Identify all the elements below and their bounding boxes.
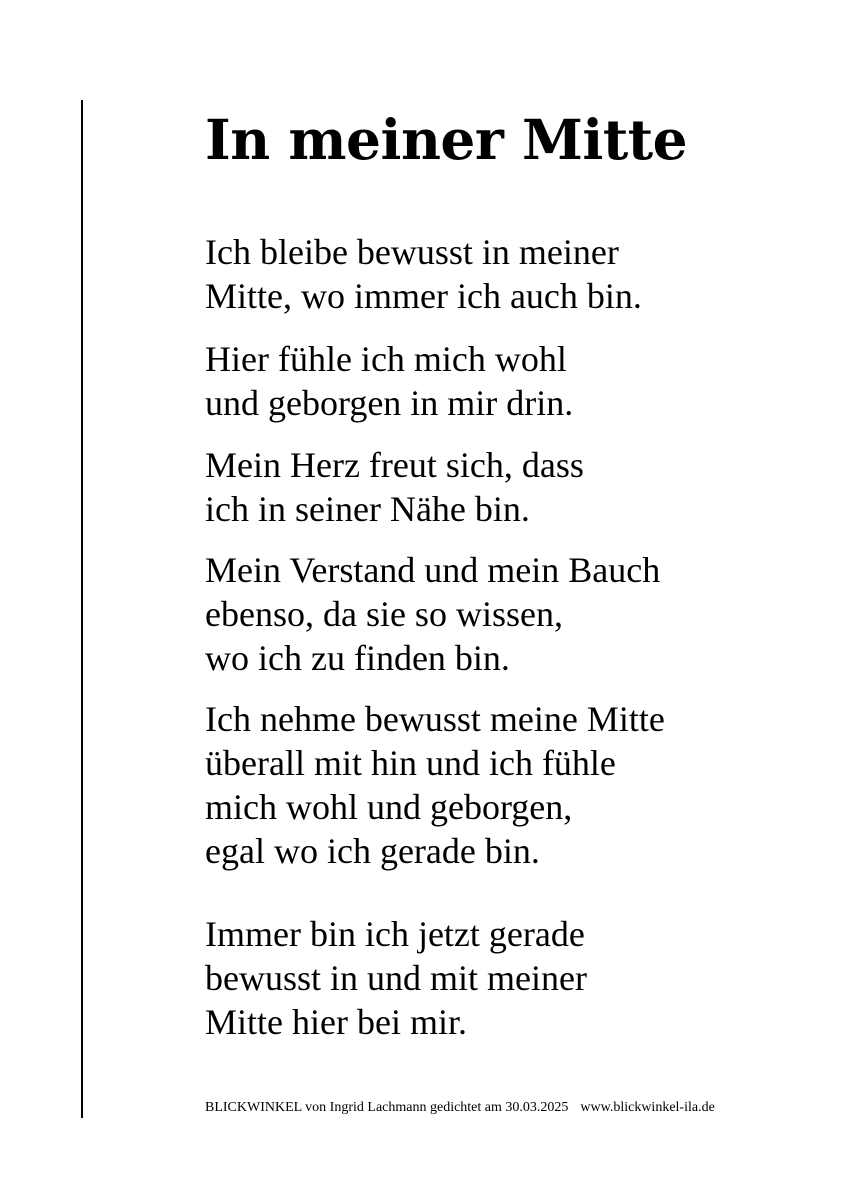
poem-line: Mein Herz freut sich, dass — [205, 445, 584, 485]
footer-website-link[interactable]: www.blickwinkel-ila.de — [580, 1100, 715, 1115]
stanza-5 — [205, 697, 665, 873]
stanza-1 — [205, 230, 642, 318]
poem-line: Immer bin ich jetzt gerade — [205, 914, 585, 954]
footer — [205, 1099, 715, 1117]
poem-line: überall mit hin und ich fühle — [205, 743, 616, 783]
poem-line: ich in seiner Nähe bin. — [205, 489, 530, 529]
margin-rule — [81, 100, 83, 1118]
poem-line: bewusst in und mit meiner — [205, 958, 587, 998]
poem-line: Mein Verstand und mein Bauch — [205, 550, 661, 590]
footer-credit: BLICKWINKEL von Ingrid Lachmann gedichtet am 30.03.2025 — [205, 1100, 569, 1115]
stanza-6 — [205, 912, 587, 1044]
poem-line: Ich nehme bewusst meine Mitte — [205, 699, 665, 739]
poem-line: mich wohl und geborgen, — [205, 787, 573, 827]
poem-line: Mitte, wo immer ich auch bin. — [205, 276, 642, 316]
poem-line: wo ich zu finden bin. — [205, 638, 510, 678]
stanza-2 — [205, 337, 573, 425]
poem-line: egal wo ich gerade bin. — [205, 831, 540, 871]
poem-line: Ich bleibe bewusst in meiner — [205, 232, 619, 272]
poem-line: und geborgen in mir drin. — [205, 383, 574, 423]
stanza-4 — [205, 548, 660, 680]
stanza-3 — [205, 443, 584, 531]
poem-line: Hier fühle ich mich wohl — [205, 339, 567, 379]
poem-line: Mitte hier bei mir. — [205, 1002, 467, 1042]
poem-line: ebenso, da sie so wissen, — [205, 594, 563, 634]
poem-title: In meiner Mitte — [205, 107, 688, 172]
